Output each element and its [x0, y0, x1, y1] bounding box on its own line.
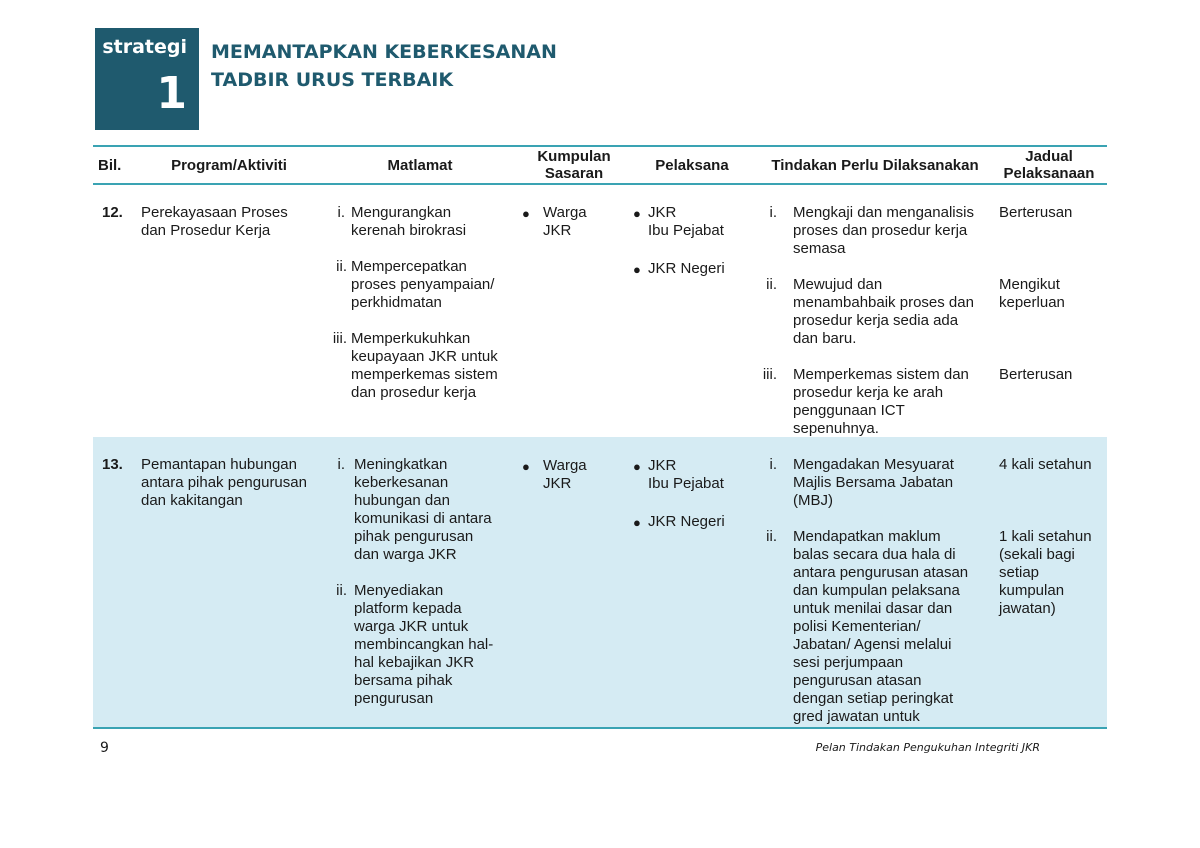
text-line: proses penyampaian/: [351, 276, 495, 293]
text-line: platform kepada: [354, 600, 462, 617]
text-line: keperluan: [999, 294, 1065, 311]
jadual-item: [999, 456, 1092, 474]
text-line: Mendapatkan maklum: [793, 528, 941, 545]
text-line: Mempercepatkan: [351, 258, 467, 275]
text-line: dan prosedur kerja: [351, 384, 477, 401]
bullet-icon: ●: [633, 206, 641, 221]
text-line: Mengadakan Mesyuarat: [793, 456, 954, 473]
bullet-icon: ●: [522, 206, 530, 221]
col-header-kumpulan-line2: Sasaran: [544, 165, 604, 182]
program-line: antara pihak pengurusan: [141, 474, 307, 491]
text-line: (sekali bagi: [999, 546, 1075, 563]
text-line: hubungan dan: [354, 492, 450, 509]
text-line: keupayaan JKR untuk: [351, 348, 498, 365]
text-line: memperkemas sistem: [351, 366, 498, 383]
col-header-kumpulan: [518, 148, 630, 182]
row-number: 12.: [102, 204, 123, 221]
document-title: Pelan Tindakan Pengukuhan Integriti JKR: [815, 741, 1040, 754]
col-header-pelaksana: Pelaksana: [655, 157, 729, 174]
text-line: semasa: [793, 240, 846, 257]
text-line: prosedur kerja sedia ada: [793, 312, 959, 329]
list-number: iii.: [332, 330, 347, 347]
text-line: Jabatan/ Agensi melalui: [793, 636, 952, 653]
text-line: JKR Negeri: [648, 513, 725, 530]
program-cell: [141, 456, 307, 510]
list-number: iii.: [762, 366, 777, 383]
col-header-matlamat: Matlamat: [387, 157, 453, 174]
text-line: warga JKR untuk: [354, 618, 469, 635]
table-bottom-rule: [93, 727, 1107, 729]
text-line: JKR: [543, 475, 572, 492]
list-number: ii.: [766, 276, 777, 293]
text-line: (MBJ): [793, 492, 833, 509]
text-line: Mengkaji dan menganalisis: [793, 204, 974, 221]
text-line: 4 kali setahun: [999, 456, 1092, 473]
text-line: dan kumpulan pelaksana: [793, 582, 960, 599]
jadual-item: [999, 366, 1072, 384]
bullet-icon: ●: [633, 515, 641, 530]
col-header-jadual: [994, 148, 1104, 182]
strategy-number: 1: [156, 68, 187, 119]
text-line: keberkesanan: [354, 474, 449, 491]
table-top-rule: [93, 145, 1107, 147]
text-line: untuk menilai dasar dan: [793, 600, 953, 617]
text-line: Majlis Bersama Jabatan: [793, 474, 954, 491]
text-line: polisi Kementerian/: [793, 618, 921, 635]
text-line: prosedur kerja ke arah: [793, 384, 944, 401]
col-header-tindakan: Tindakan Perlu Dilaksanakan: [771, 157, 979, 174]
program-line: Perekayasaan Proses: [141, 204, 288, 221]
text-line: Berterusan: [999, 204, 1073, 221]
text-line: JKR Negeri: [648, 260, 725, 277]
list-number: ii.: [336, 582, 347, 599]
page-number: 9: [100, 740, 109, 756]
program-line: Pemantapan hubungan: [141, 456, 297, 473]
text-line: Ibu Pejabat: [648, 475, 724, 492]
list-number: i.: [769, 456, 777, 473]
col-header-bil: Bil.: [98, 157, 122, 174]
bullet-icon: ●: [633, 262, 641, 277]
bullet-icon: ●: [522, 459, 530, 474]
text-line: kerenah birokrasi: [351, 222, 467, 239]
text-line: pihak pengurusan: [354, 528, 474, 545]
title-line-2: TADBIR URUS TERBAIK: [211, 69, 454, 91]
title-line-1: MEMANTAPKAN KEBERKESANAN: [211, 41, 557, 63]
text-line: bersama pihak: [354, 672, 453, 689]
row-number: 13.: [102, 456, 123, 473]
text-line: Mewujud dan: [793, 276, 883, 293]
list-number: i.: [337, 204, 345, 221]
text-line: balas secara dua hala di: [793, 546, 956, 563]
text-line: jawatan): [999, 600, 1056, 617]
text-line: sesi perjumpaan: [793, 654, 904, 671]
text-line: Mengurangkan: [351, 204, 452, 221]
col-header-jadual-line1: Jadual: [1025, 148, 1073, 165]
jadual-item: [999, 528, 1092, 618]
strategy-badge: [95, 28, 199, 130]
text-line: proses dan prosedur kerja: [793, 222, 968, 239]
text-line: gred jawatan untuk: [793, 708, 920, 725]
text-line: Menyediakan: [354, 582, 444, 599]
text-line: Meningkatkan: [354, 456, 448, 473]
text-line: Ibu Pejabat: [648, 222, 724, 239]
text-line: JKR: [648, 457, 677, 474]
program-cell: [141, 204, 288, 240]
jadual-item: [999, 204, 1072, 222]
col-header-jadual-line2: Pelaksanaan: [1003, 165, 1095, 182]
text-line: 1 kali setahun: [999, 528, 1092, 545]
list-number: ii.: [336, 258, 347, 275]
text-line: dan baru.: [793, 330, 857, 347]
text-line: JKR: [543, 222, 572, 239]
text-line: membincangkan hal-: [354, 636, 494, 653]
text-line: komunikasi di antara: [354, 510, 492, 527]
col-header-program: Program/Aktiviti: [171, 157, 287, 174]
text-line: perkhidmatan: [351, 294, 442, 311]
text-line: menambahbaik proses dan: [793, 294, 974, 311]
list-number: i.: [769, 204, 777, 221]
text-line: Berterusan: [999, 366, 1073, 383]
col-header-kumpulan-line1: Kumpulan: [537, 148, 611, 165]
text-line: antara pengurusan atasan: [793, 564, 969, 581]
text-line: pengurusan: [354, 690, 434, 707]
text-line: penggunaan ICT: [793, 402, 905, 419]
text-line: JKR: [648, 204, 677, 221]
text-line: hal kebajikan JKR: [354, 654, 475, 671]
text-line: sepenuhnya.: [793, 420, 879, 437]
text-line: pengurusan atasan: [793, 672, 922, 689]
text-line: dan warga JKR: [354, 546, 457, 563]
text-line: kumpulan: [999, 582, 1065, 599]
program-line: dan Prosedur Kerja: [141, 222, 271, 239]
program-line: dan kakitangan: [141, 492, 243, 509]
list-number: i.: [337, 456, 345, 473]
table-header-rule: [93, 183, 1107, 185]
text-line: Warga: [543, 457, 587, 474]
text-line: Warga: [543, 204, 587, 221]
text-line: Memperkukuhkan: [351, 330, 471, 347]
page-title: [211, 38, 557, 94]
list-number: ii.: [766, 528, 777, 545]
text-line: Mengikut: [999, 276, 1060, 293]
text-line: dengan setiap peringkat: [793, 690, 954, 707]
bullet-icon: ●: [633, 459, 641, 474]
strategy-label: strategi: [102, 36, 187, 58]
text-line: Memperkemas sistem dan: [793, 366, 969, 383]
jadual-item: [999, 276, 1065, 312]
text-line: setiap: [999, 564, 1040, 581]
